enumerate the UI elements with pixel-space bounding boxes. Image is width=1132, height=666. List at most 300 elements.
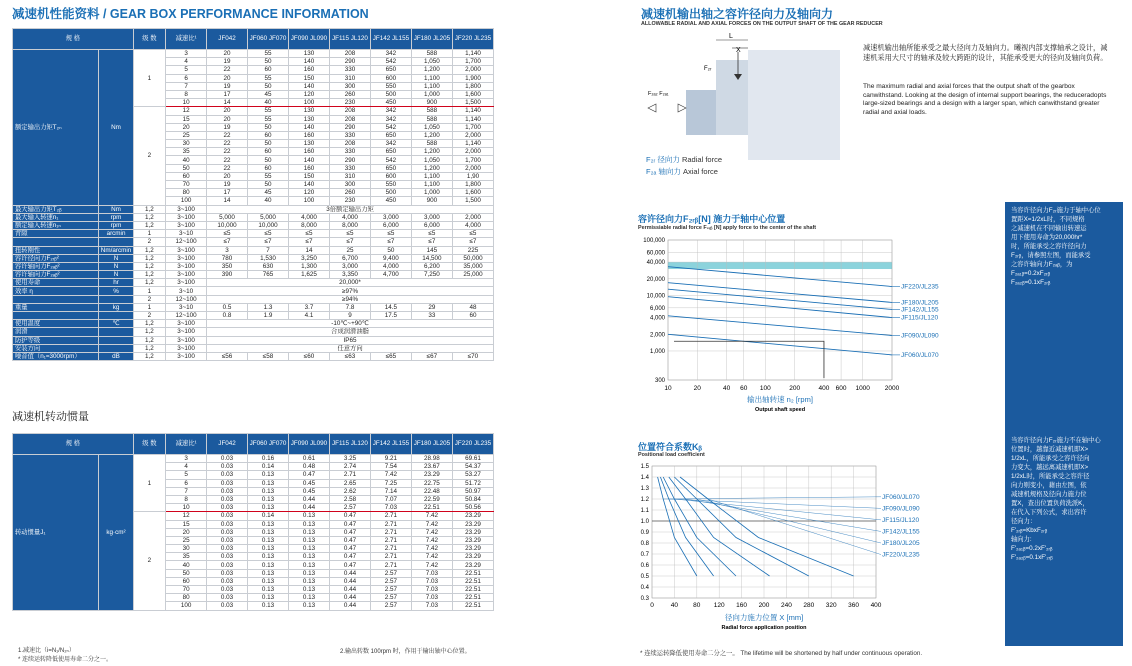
table-cell: 15 (166, 115, 207, 123)
table-cell: 130 (289, 115, 330, 123)
table-cell: 500 (370, 90, 411, 98)
table-cell: 6,200 (411, 262, 452, 270)
table-cell: 0.44 (329, 594, 370, 602)
table-cell: 2.71 (370, 528, 411, 536)
table-cell: 22.51 (452, 594, 493, 602)
table-cell: 650 (370, 164, 411, 172)
series-label: JF115/JL120 (901, 314, 939, 322)
spec-unit: hr (99, 279, 134, 287)
table-cell: 60 (166, 172, 207, 180)
table-cell: 7.03 (411, 577, 452, 585)
table-cell: 22 (207, 131, 248, 139)
table-cell: 55 (248, 107, 289, 115)
spec-label: 容许轴向力F₂ₐᵦ² (13, 271, 99, 279)
series-label: JF060/JL070 (901, 351, 939, 359)
table-cell: 588 (411, 50, 452, 58)
table-cell: 0.47 (329, 520, 370, 528)
spec-span: 3倍额定输出力矩 (207, 205, 494, 213)
spec-row (13, 254, 494, 262)
spec-ratio: 3~100 (166, 336, 207, 344)
x-tick: 60 (740, 385, 748, 392)
spec-stage: 1,2 (133, 352, 165, 360)
y-tick: 0.4 (640, 585, 649, 591)
series-label: JF090/JL090 (901, 332, 939, 340)
spec-span: ≥94% (207, 295, 494, 303)
table-cell: 0.13 (248, 471, 289, 479)
table-cell: 14 (207, 197, 248, 205)
table-cell: 140 (289, 156, 330, 164)
table-cell: 1,050 (411, 123, 452, 131)
table-cell: 1,800 (452, 181, 493, 189)
table-cell: 130 (289, 50, 330, 58)
header-row (13, 29, 494, 50)
inertia-unit: kg·cm² (99, 455, 134, 611)
table-cell: 2,000 (452, 164, 493, 172)
table-cell: 60 (248, 131, 289, 139)
table-cell: 0.13 (289, 602, 330, 610)
table-cell: 0.13 (248, 602, 289, 610)
y-tick: 0.9 (640, 530, 649, 536)
table-cell: 54.37 (452, 463, 493, 471)
table-cell: 290 (329, 156, 370, 164)
spec-ratio: 3~100 (166, 205, 207, 213)
spec-label: 使用温度 (13, 320, 99, 328)
table-cell: 0.13 (289, 512, 330, 520)
table-cell: 20 (166, 123, 207, 131)
spec-ratio: 3~10 (166, 303, 207, 311)
force-subtitle: ALLOWABLE RADIAL AND AXIAL FORCES ON THE OUTPUT SHAFT OF THE GEAR REDUCER (641, 21, 883, 27)
table-cell: 0.47 (329, 536, 370, 544)
spec-unit: rpm (99, 213, 134, 221)
x-tick: 160 (736, 602, 748, 609)
table-cell: 0.44 (329, 569, 370, 577)
spec-label: 安装方向 (13, 344, 99, 352)
table-cell: 0.13 (248, 577, 289, 585)
spec-unit: Nm/arcmin (99, 246, 134, 254)
table-cell: 3,000 (370, 213, 411, 221)
table-cell: 1,200 (411, 66, 452, 74)
table-cell: 1.9 (248, 312, 289, 320)
table-cell: 0.45 (289, 487, 330, 495)
table-cell: 2,000 (452, 148, 493, 156)
table-cell: ≤7 (289, 238, 330, 246)
table-cell: 50,000 (452, 254, 493, 262)
table-cell: 25 (166, 536, 207, 544)
y-tick: 300 (654, 378, 665, 384)
table-cell: 8,000 (329, 221, 370, 229)
note-line: 时，所能承受之容许径向力 (1011, 243, 1087, 250)
spec-label: 容许径向力F₂ᵣᵦ² (13, 254, 99, 262)
series-label: JF115/JL120 (882, 516, 920, 524)
table-cell: 2,000 (452, 131, 493, 139)
table-cell: ≤56 (207, 352, 248, 360)
note-line: 力变大，越远离减速机即X> (1011, 464, 1089, 471)
table-cell: 22.51 (452, 569, 493, 577)
spec-ratio: 3~100 (166, 344, 207, 352)
table-cell: 7 (166, 82, 207, 90)
table-cell: 2.57 (370, 569, 411, 577)
y-tick: 0.6 (640, 563, 649, 569)
spec-stage: 1,2 (133, 328, 165, 336)
spec-span: 任意方向 (207, 344, 494, 352)
x-tick: 280 (803, 602, 815, 609)
table-cell: 310 (329, 172, 370, 180)
table-cell: 29 (411, 303, 452, 311)
spec-row (13, 246, 494, 254)
table-cell: 23.29 (411, 471, 452, 479)
spec-label: 背隙 (13, 230, 99, 238)
table-cell: 0.13 (289, 528, 330, 536)
spec-unit: N (99, 271, 134, 279)
table-cell: 80 (166, 594, 207, 602)
table-cell: 100 (289, 99, 330, 107)
table-cell: 0.44 (289, 504, 330, 512)
table-cell: 0.03 (207, 495, 248, 503)
table-cell: 150 (289, 74, 330, 82)
table-cell: 2.57 (370, 602, 411, 610)
table-cell: 260 (329, 189, 370, 197)
spec-stage: 1,2 (133, 279, 165, 287)
table-cell: 208 (329, 115, 370, 123)
table-cell: 5,000 (248, 213, 289, 221)
table-cell: 290 (329, 123, 370, 131)
table-cell: 1,700 (452, 58, 493, 66)
spec-label: 额定输入转速n₁ₙ (13, 221, 99, 229)
spec-label: 最大输入转速n₁ (13, 213, 99, 221)
inertia-title: 减速机转动惯量 (12, 411, 89, 423)
stage-cell: 1 (133, 455, 165, 512)
spec-stage: 1,2 (133, 336, 165, 344)
chart2-subtitle: Positional load coefficient (638, 452, 705, 458)
table-cell: 50 (166, 569, 207, 577)
table-cell: 1,100 (411, 181, 452, 189)
table-cell: 0.13 (248, 594, 289, 602)
header-model: JF060 JF070 (248, 434, 289, 455)
table-cell: 17 (207, 189, 248, 197)
table-cell: 6,000 (370, 221, 411, 229)
table-cell: ≤67 (411, 352, 452, 360)
table-cell: 45 (248, 90, 289, 98)
spec-label: 效率 η (13, 287, 99, 295)
table-cell: 22.51 (411, 504, 452, 512)
table-cell: 55 (248, 115, 289, 123)
label-fa: F₂ₐ₂ F₂ₐ₁ (648, 91, 669, 97)
spec-label: 使用寿命 (13, 279, 99, 287)
table-cell: 0.03 (207, 569, 248, 577)
table-cell: 1,700 (452, 123, 493, 131)
table-cell: 0.14 (248, 463, 289, 471)
table-cell: 1,140 (452, 140, 493, 148)
spec-row (13, 262, 494, 270)
spec-stage: 1,2 (133, 254, 165, 262)
table-cell: 7.42 (411, 512, 452, 520)
table-cell: 25,000 (452, 271, 493, 279)
stage-cell: 2 (133, 512, 165, 610)
x-tick: 600 (835, 385, 847, 392)
table-cell: 0.44 (289, 495, 330, 503)
table-cell: ≤5 (411, 230, 452, 238)
spec-stage: 1 (133, 287, 165, 295)
table-cell: 7.54 (370, 463, 411, 471)
table-cell: 1,050 (411, 58, 452, 66)
spec-label: 扭转刚性 (13, 246, 99, 254)
table-cell: 23.29 (452, 520, 493, 528)
table-cell: 4,000 (370, 262, 411, 270)
table-cell: 28.98 (411, 455, 452, 463)
table-cell: 23.29 (452, 561, 493, 569)
table-cell: 130 (289, 107, 330, 115)
table-cell: 140 (289, 58, 330, 66)
spec-unit (99, 238, 134, 246)
spec-ratio: 3~100 (166, 254, 207, 262)
table-cell: ≤58 (248, 352, 289, 360)
table-cell: 0.44 (329, 602, 370, 610)
footnote: * 连续运转降低使用寿命二分之一。 The lifetime will be shortened by half under continuous operation. (640, 650, 923, 657)
x-tick: 200 (758, 602, 770, 609)
spec-span: -10℃~+90℃ (207, 320, 494, 328)
spec-row (13, 287, 494, 295)
series-label: JF142/JL155 (901, 306, 939, 314)
spec-ratio: 3~100 (166, 246, 207, 254)
spec-unit (99, 328, 134, 336)
table-cell: 20 (166, 528, 207, 536)
table-cell: 60 (248, 148, 289, 156)
spec-stage: 1,2 (133, 344, 165, 352)
x-tick: 40 (670, 602, 679, 609)
table-cell: 550 (370, 82, 411, 90)
table-cell: 12 (166, 107, 207, 115)
series-label: JF142/JL155 (882, 528, 920, 536)
table-cell: 120 (289, 189, 330, 197)
note-line: 径向力： (1011, 518, 1037, 525)
y-tick: 1.4 (640, 475, 649, 481)
table-cell: 50 (248, 140, 289, 148)
table-cell: 2.71 (370, 536, 411, 544)
table-cell: 7.42 (411, 553, 452, 561)
header-stage: 级 数 (133, 29, 165, 50)
table-cell: 0.03 (207, 520, 248, 528)
table-row (13, 455, 494, 463)
table-cell: 0.03 (207, 602, 248, 610)
table-cell: 0.03 (207, 586, 248, 594)
table-cell: 1,140 (452, 50, 493, 58)
table-cell: 23.29 (452, 553, 493, 561)
note-line: 在代入下列公式，求出容许 (1011, 509, 1087, 516)
inertia-label: 转动惯量J₁ (13, 455, 99, 611)
y-tick: 10,000 (646, 293, 665, 300)
table-cell: 7.03 (411, 569, 452, 577)
header-model: JF042 (207, 434, 248, 455)
table-cell: 6 (166, 479, 207, 487)
table-cell: ≤7 (207, 238, 248, 246)
table-cell: 51.72 (452, 479, 493, 487)
table-cell: 7.42 (411, 545, 452, 553)
spec-row (13, 230, 494, 238)
dim-L: L (729, 33, 733, 40)
note-line: F'₂ᵣᵦ=KbxF₂ᵣᵦ (1011, 527, 1048, 534)
table-cell: 40 (166, 156, 207, 164)
table-cell: 0.47 (329, 553, 370, 561)
table-cell: 2.71 (370, 512, 411, 520)
table-cell: 3,350 (329, 271, 370, 279)
spec-row (13, 328, 494, 336)
stage-cell: 1 (133, 50, 165, 107)
x-tick: 200 (789, 385, 801, 392)
table-cell: 30 (166, 140, 207, 148)
chart1-note (1005, 202, 1123, 432)
table-cell: 14.5 (370, 303, 411, 311)
spec-stage: 1,2 (133, 271, 165, 279)
y-tick: 4,000 (649, 315, 665, 322)
spec-row (13, 352, 494, 360)
table-cell: 0.47 (329, 561, 370, 569)
spec-ratio: 3~10 (166, 230, 207, 238)
radial-force-chart (630, 232, 1000, 422)
table-cell: 0.03 (207, 545, 248, 553)
table-cell: ≤7 (411, 238, 452, 246)
header-spec: 规 格 (13, 29, 134, 50)
x-label-en: Output shaft speed (754, 407, 806, 413)
table-cell: 1,530 (248, 254, 289, 262)
plot-area (668, 240, 892, 380)
y-tick: 6,000 (649, 305, 665, 312)
header-model: JF090 JL090 (289, 29, 330, 50)
table-cell: ≤5 (289, 230, 330, 238)
table-cell: 7,250 (411, 271, 452, 279)
chart1-subtitle: Permissiable radial force F₂ᵣᵦ [N] apply force to the center of the shaft (638, 225, 817, 231)
table-cell: 50.97 (452, 487, 493, 495)
y-tick: 20,000 (646, 276, 665, 283)
table-cell: 7 (248, 246, 289, 254)
table-cell: 35,000 (452, 262, 493, 270)
chart2-title: 位置符合系数Kᵦ (638, 442, 702, 452)
shaft-diagram (646, 30, 846, 160)
table-cell: ≤70 (452, 352, 493, 360)
table-cell: 160 (289, 131, 330, 139)
x-label: 输出轴转速 n₂ [rpm] (747, 395, 813, 404)
y-tick: 1.2 (640, 497, 649, 503)
table-cell: 342 (370, 50, 411, 58)
table-cell: 0.47 (289, 471, 330, 479)
x-tick: 400 (870, 602, 882, 609)
table-cell: 19 (207, 181, 248, 189)
table-cell: 22.51 (452, 586, 493, 594)
table-cell: 15 (166, 520, 207, 528)
table-cell: 6,000 (411, 221, 452, 229)
header-stage: 级 数 (133, 434, 165, 455)
table-cell: 145 (411, 246, 452, 254)
header-model: JF142 JL155 (370, 434, 411, 455)
table-cell: 140 (289, 123, 330, 131)
table-cell: 330 (329, 148, 370, 156)
note-line: 轴向力: (1011, 536, 1032, 543)
spec-label (13, 312, 99, 320)
spec-stage: 1 (133, 230, 165, 238)
note-line: F₂ₐ₁ᵦ=0.2xF₂ᵣᵦ (1011, 270, 1050, 277)
table-cell: 0.13 (248, 553, 289, 561)
table-cell: 60 (166, 577, 207, 585)
note-line: 1/2xL时，所能承受之容许径 (1011, 473, 1090, 480)
table-cell: 1,300 (289, 262, 330, 270)
table-cell: 40 (248, 99, 289, 107)
table-cell: 0.03 (207, 504, 248, 512)
table-cell: 0.13 (248, 487, 289, 495)
table-cell: 0.13 (248, 479, 289, 487)
table-cell: 1,90 (452, 172, 493, 180)
note-line: 置X，查出位置负荷洗派K， (1011, 500, 1089, 507)
note-line: 之容许轴向力F₂ₐᵦ，为 (1011, 261, 1073, 268)
table-cell: 14 (207, 99, 248, 107)
table-cell: 2.71 (370, 561, 411, 569)
note-line: F'₂ₐ₂ᵦ=0.1xF'₂ᵣᵦ (1011, 554, 1053, 561)
header-model: JF090 JL090 (289, 434, 330, 455)
table-cell: 50.56 (452, 504, 493, 512)
table-cell: 23.29 (452, 528, 493, 536)
table-cell: ≤7 (452, 238, 493, 246)
table-cell: 6,700 (329, 254, 370, 262)
spec-row (13, 320, 494, 328)
spec-span: IP65 (207, 336, 494, 344)
spec-span: 合成润滑油脂 (207, 328, 494, 336)
table-cell: 9.21 (370, 455, 411, 463)
table-cell: 0.13 (248, 520, 289, 528)
table-cell: 2.71 (370, 520, 411, 528)
table-cell: 0.13 (248, 561, 289, 569)
header-row (13, 434, 494, 455)
header-model: JF220 JL235 (452, 29, 493, 50)
table-cell: 5 (166, 471, 207, 479)
table-cell: 3 (166, 50, 207, 58)
table-cell: 7 (166, 487, 207, 495)
torque-label: 额定输出力矩T₂ₙ (13, 50, 99, 206)
table-cell: 390 (207, 271, 248, 279)
spec-ratio: 3~100 (166, 271, 207, 279)
table-cell: 69.61 (452, 455, 493, 463)
x-tick: 240 (780, 602, 792, 609)
table-cell: 0.5 (207, 303, 248, 311)
dim-X: X (736, 47, 741, 54)
table-cell: 50 (370, 246, 411, 254)
table-cell: 1,100 (411, 172, 452, 180)
spec-label: 重量 (13, 303, 99, 311)
series-label: JF180/JL205 (882, 540, 920, 547)
table-cell: 55 (248, 50, 289, 58)
spec-unit (99, 336, 134, 344)
spec-stage: 1,2 (133, 262, 165, 270)
table-cell: 0.8 (207, 312, 248, 320)
table-cell: 290 (329, 58, 370, 66)
table-cell: 1.3 (248, 303, 289, 311)
series-label: JF180/JL205 (901, 299, 939, 307)
spec-unit: ℃ (99, 320, 134, 328)
table-cell: 0.61 (289, 455, 330, 463)
table-cell: 60 (248, 66, 289, 74)
header-ratio: 减速比¹ (166, 29, 207, 50)
y-tick: 0.3 (640, 596, 649, 602)
table-cell: 0.03 (207, 577, 248, 585)
table-cell: 20 (207, 50, 248, 58)
table-cell: 40 (166, 561, 207, 569)
spec-stage: 1,2 (133, 213, 165, 221)
perf-title: 减速机性能资料 / GEAR BOX PERFORMANCE INFORMATION (12, 7, 369, 21)
table-cell: 2.57 (370, 586, 411, 594)
table-cell: 10,000 (207, 221, 248, 229)
table-cell: 8 (166, 90, 207, 98)
table-cell: 50 (248, 156, 289, 164)
spec-row (13, 221, 494, 229)
table-cell: 30 (166, 545, 207, 553)
table-cell: 7.03 (411, 602, 452, 610)
